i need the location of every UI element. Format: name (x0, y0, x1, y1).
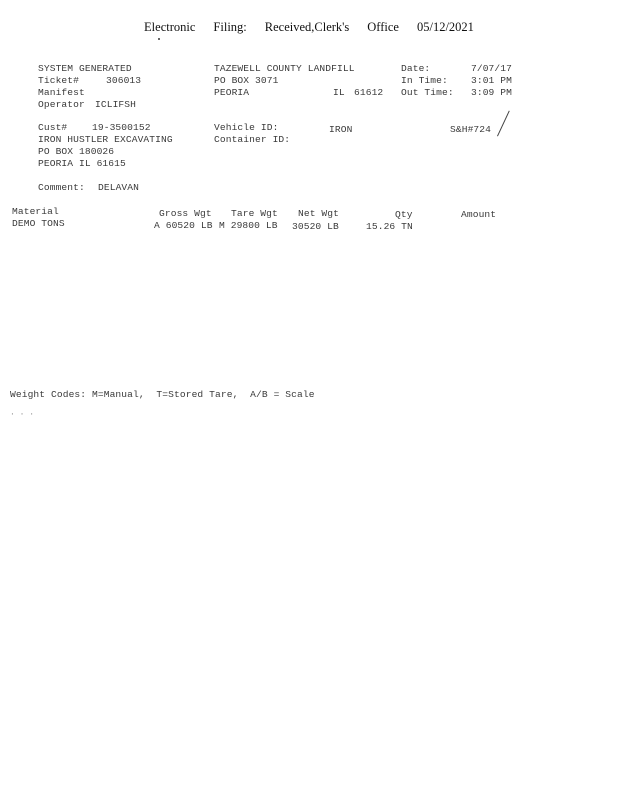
handwritten-code: S&H#724 (450, 124, 492, 135)
date-label: Date: (401, 63, 431, 74)
row-material: DEMO TONS (12, 218, 65, 229)
system-generated-label: SYSTEM GENERATED (38, 63, 132, 74)
facility-zip: 61612 (354, 87, 384, 98)
header-tare: Tare Wgt (231, 208, 278, 219)
facility-state: IL (333, 87, 345, 98)
header-gross: Gross Wgt (159, 208, 212, 219)
handwritten-slash (497, 111, 510, 137)
header-qty: Qty (395, 209, 413, 220)
scan-speckle: · · · (10, 410, 35, 419)
weight-codes-note: Weight Codes: M=Manual, T=Stored Tare, A/B = Scale (10, 389, 315, 400)
customer-po: PO BOX 180026 (38, 146, 115, 157)
filing-word-filing: Filing: (213, 20, 247, 34)
manifest-label: Manifest (38, 87, 85, 98)
header-amount: Amount (461, 209, 497, 220)
comment-value: DELAVAN (98, 182, 140, 193)
in-time-label: In Time: (401, 75, 448, 86)
facility-city: PEORIA (214, 87, 250, 98)
ticket-label: Ticket# (38, 75, 80, 86)
filing-date: 05/12/2021 (416, 20, 474, 34)
in-time-value: 3:01 PM (470, 75, 512, 86)
vehicle-value: IRON (329, 124, 353, 135)
filing-word-received: Received,Clerk's (264, 20, 350, 34)
filing-header (0, 20, 618, 35)
header-net: Net Wgt (298, 208, 340, 219)
facility-po: PO BOX 3071 (214, 75, 279, 86)
row-net: 30520 LB (292, 221, 339, 232)
ticket-number: 306013 (106, 75, 142, 86)
comment-label: Comment: (38, 182, 85, 193)
filing-word-office: Office (367, 20, 399, 34)
container-label: Container ID: (214, 134, 291, 145)
date-value: 7/07/17 (470, 63, 512, 74)
customer-name: IRON HUSTLER EXCAVATING (38, 134, 173, 145)
out-time-label: Out Time: (401, 87, 454, 98)
row-gross: A 60520 LB (154, 220, 213, 231)
row-qty: 15.26 TN (366, 221, 413, 232)
header-mark (158, 38, 160, 40)
vehicle-label: Vehicle ID: (214, 122, 279, 133)
customer-city: PEORIA IL 61615 (38, 158, 126, 169)
operator-value: ICLIFSH (95, 99, 137, 110)
operator-label: Operator (38, 99, 85, 110)
header-material: Material (12, 206, 59, 217)
out-time-value: 3:09 PM (470, 87, 512, 98)
row-tare: M 29800 LB (219, 220, 278, 231)
cust-label: Cust# (38, 122, 68, 133)
filing-word-electronic: Electronic (144, 20, 196, 34)
cust-number: 19-3500152 (92, 122, 151, 133)
facility-name: TAZEWELL COUNTY LANDFILL (214, 63, 355, 74)
